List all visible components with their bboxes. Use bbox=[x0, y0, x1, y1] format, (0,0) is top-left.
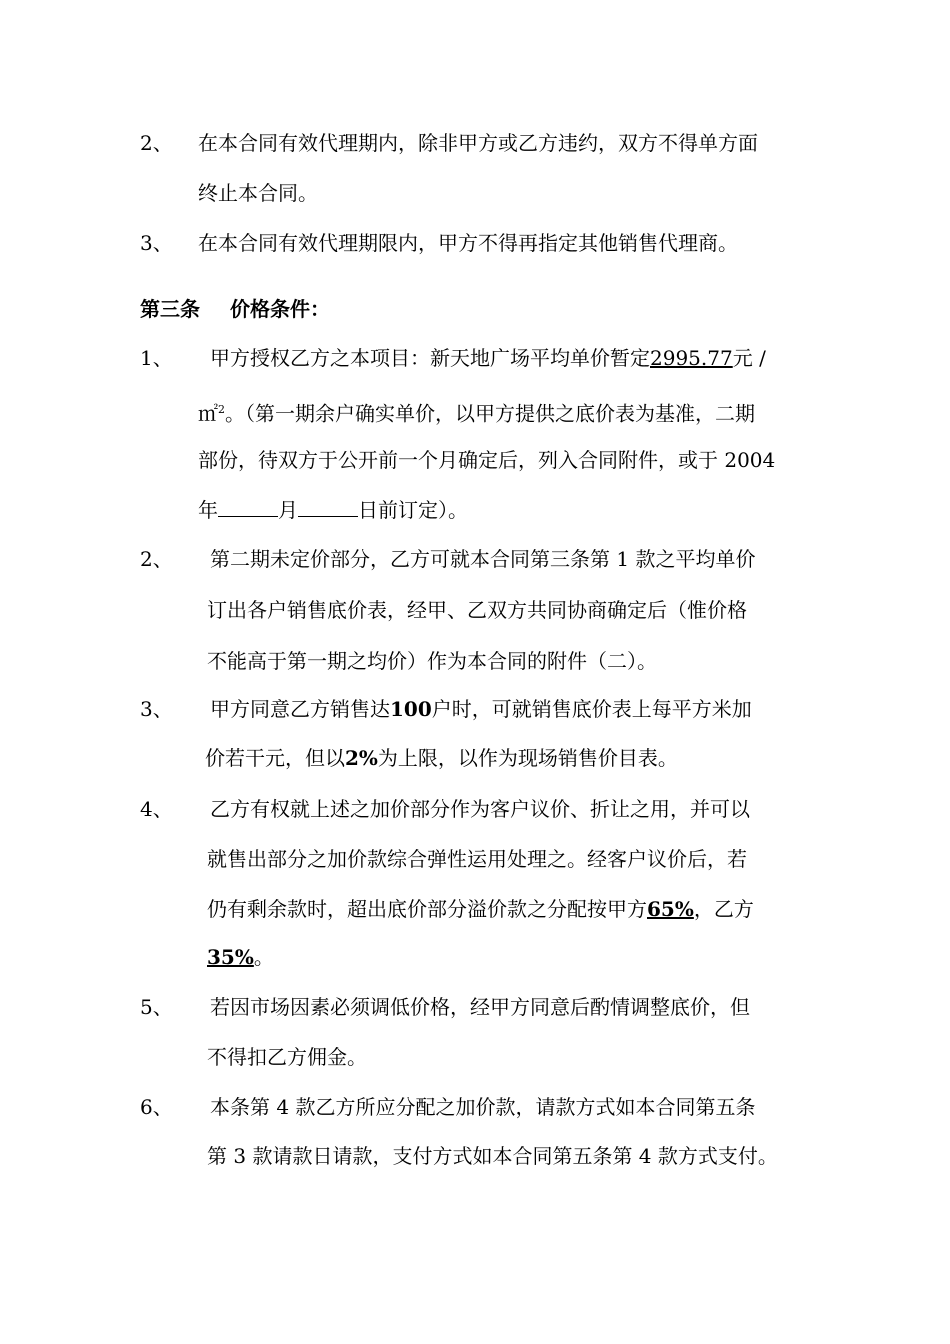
section-heading bbox=[140, 295, 330, 324]
text-span: 元 / bbox=[732, 346, 766, 370]
item-text: 不得扣乙方佣金。 bbox=[207, 1045, 367, 1069]
markup-limit: 2% bbox=[345, 746, 378, 770]
section-title: 第三条 bbox=[140, 297, 200, 321]
superscript: 2 bbox=[218, 403, 225, 416]
text-span: 。（第一期余户确实单价，以甲方提供之底价表为基准，二期 bbox=[225, 401, 755, 426]
item-number: 2、 bbox=[140, 547, 173, 571]
party-a-share: 65% bbox=[647, 897, 694, 921]
text-span: 户时，可就销售底价表上每平方米加 bbox=[431, 697, 752, 721]
item-text: 终止本合同。 bbox=[198, 181, 318, 205]
item-text: 本条第 4 款乙方所应分配之加价款，请款方式如本合同第五条 bbox=[210, 1095, 756, 1119]
text-span: 月 bbox=[278, 498, 298, 522]
item-text bbox=[210, 695, 752, 724]
item-number: 6、 bbox=[140, 1095, 173, 1119]
item-text: 乙方有权就上述之加价部分作为客户议价、折让之用，并可以 bbox=[210, 797, 750, 821]
section-subtitle: 价格条件： bbox=[230, 297, 330, 321]
blank-day bbox=[298, 498, 358, 517]
unit-price: 2995.77 bbox=[650, 346, 733, 370]
item-number: 3、 bbox=[140, 231, 173, 255]
party-b-share: 35% bbox=[207, 945, 254, 969]
item-text: 在本合同有效代理期限内，甲方不得再指定其他销售代理商。 bbox=[198, 231, 738, 255]
text-span: 价若干元，但以 bbox=[205, 746, 345, 770]
item-text: 第二期未定价部分，乙方可就本合同第三条第 1 款之平均单价 bbox=[210, 547, 756, 571]
blank-month bbox=[218, 498, 278, 517]
item-number: 4、 bbox=[140, 797, 173, 821]
item-text: 就售出部分之加价款综合弹性运用处理之。经客户议价后，若 bbox=[207, 847, 747, 871]
text-span: ，乙方 bbox=[693, 897, 754, 921]
item-text: 在本合同有效代理期内，除非甲方或乙方违约，双方不得单方面 bbox=[198, 131, 758, 155]
text-span: 甲方授权乙方之本项目：新天地广场平均单价暂定 bbox=[210, 346, 650, 370]
text-span: 。 bbox=[253, 945, 274, 969]
item-text bbox=[207, 895, 754, 924]
text-span: 甲方同意乙方销售达 bbox=[210, 697, 390, 721]
item-text bbox=[210, 344, 766, 373]
item-number: 1、 bbox=[140, 346, 173, 370]
item-text: 若因市场因素必须调低价格，经甲方同意后酌情调整底价，但 bbox=[210, 995, 750, 1019]
item-text: 不能高于第一期之均价）作为本合同的附件（二）。 bbox=[207, 649, 657, 673]
item-text bbox=[205, 744, 678, 773]
text-span: 日前订定）。 bbox=[358, 498, 468, 522]
item-number: 5、 bbox=[140, 995, 173, 1019]
item-text: 部份，待双方于公开前一个月确定后，列入合同附件，或于 2004 bbox=[198, 448, 776, 472]
item-text: 订出各户销售底价表，经甲、乙双方共同协商确定后（惟价格 bbox=[207, 598, 747, 622]
item-number: 3、 bbox=[140, 697, 173, 721]
text-span: 仍有剩余款时，超出底价部分溢价款之分配按甲方 bbox=[207, 897, 647, 921]
item-text: 第 3 款请款日请款，支付方式如本合同第五条第 4 款方式支付。 bbox=[207, 1144, 778, 1168]
item-text bbox=[198, 496, 468, 525]
item-text bbox=[207, 943, 274, 972]
text-span: 为上限，以作为现场销售价目表。 bbox=[377, 746, 678, 770]
text-span: 年 bbox=[198, 498, 218, 522]
item-number: 2、 bbox=[140, 131, 173, 155]
item-text bbox=[198, 395, 755, 429]
unit-symbol: ㎡ bbox=[198, 401, 218, 426]
household-count: 100 bbox=[390, 697, 432, 721]
